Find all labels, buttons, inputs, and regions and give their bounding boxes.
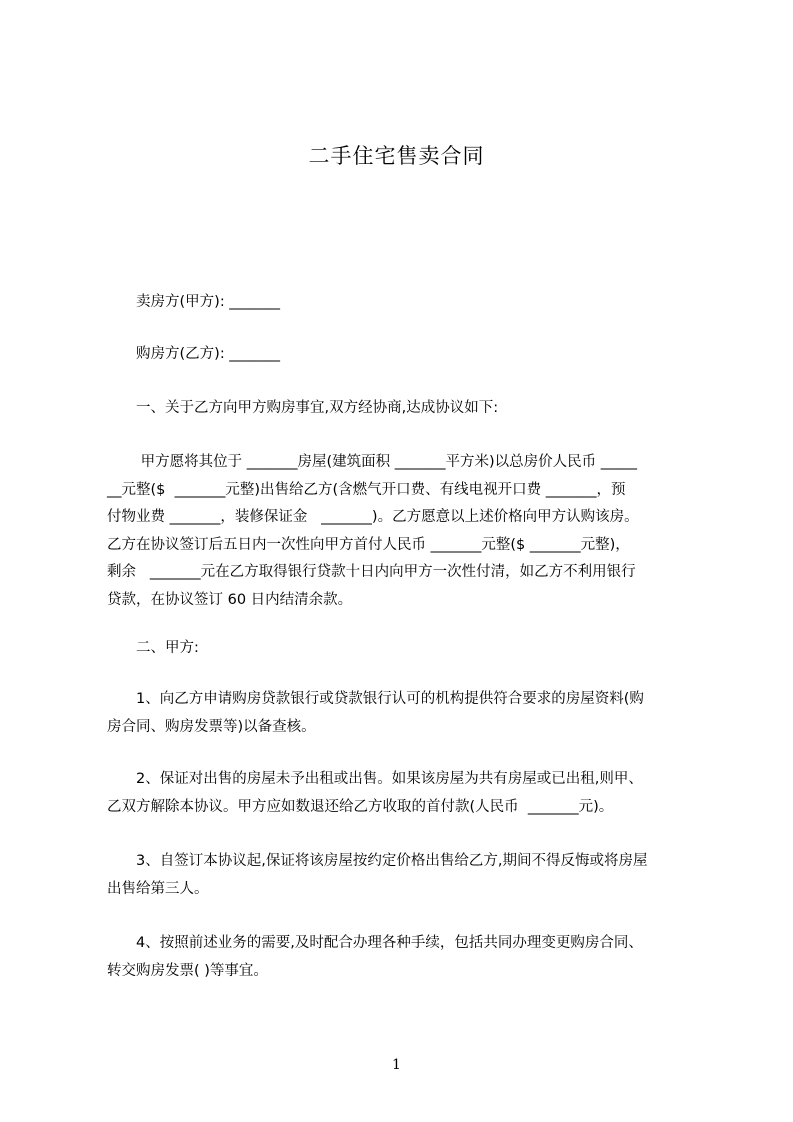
item-2-line: 2、保证对出售的房屋未予出租或出售。如果该房屋为共有房屋或已出租,则甲、 xyxy=(136,771,643,787)
item-1 xyxy=(107,686,644,741)
item-1-line: 房合同、购房发票等)以备查核。 xyxy=(107,718,316,735)
item-3 xyxy=(107,848,648,903)
item-4 xyxy=(107,930,643,985)
item-1-line: 1、向乙方申请购房贷款银行或贷款银行认可的机构提供符合要求的房屋资料(购 xyxy=(136,691,644,707)
item-4-line: 转交购房发票( )等事宜。 xyxy=(107,962,268,979)
item-2-line: 乙双方解除本协议。甲方应如数退还给乙方收取的首付款(人民币 _______元)。 xyxy=(107,798,614,815)
section1-line: 付物业费 _______，装修保证金 _______)。乙方愿意以上述价格向甲方认购该房。 xyxy=(107,509,639,525)
section1-line: __元整($ _______元整)出售给乙方(含燃气开口费、有线电视开口费 _______，预 xyxy=(107,481,626,498)
seller-line: 卖房方(甲方): _______ xyxy=(136,294,281,310)
section1-line: 乙方在协议签订后五日内一次性向甲方首付人民币 _______元整($ _______元整)， xyxy=(107,536,630,553)
buyer-line: 购房方(乙方): _______ xyxy=(136,346,281,362)
page-number: 1 xyxy=(392,1057,401,1073)
section1-line: 甲方愿将其位于 _______房屋(建筑面积 _______平方米)以总房价人民币 _____ xyxy=(136,454,637,470)
item-3-line: 出售给第三人。 xyxy=(107,880,209,897)
contract-title: 二手住宅售卖合同 xyxy=(308,144,485,168)
section1-line: 剩余 _______元在乙方取得银行贷款十日内向甲方一次性付清，如乙方不利用银行 xyxy=(107,564,636,580)
item-2 xyxy=(107,766,643,821)
section1-body xyxy=(107,449,639,614)
item-3-line: 3、自签订本协议起,保证将该房屋按约定价格出售给乙方,期间不得反悔或将房屋 xyxy=(136,853,648,869)
section1-heading: 一、关于乙方向甲方购房事宜,双方经协商,达成协议如下: xyxy=(136,400,499,416)
item-4-line: 4、按照前述业务的需要,及时配合办理各种手续，包括共同办理变更购房合同、 xyxy=(136,935,643,951)
section1-line: 贷款，在协议签订 60 日内结清余款。 xyxy=(107,591,353,608)
section2-heading: 二、甲方: xyxy=(136,640,199,656)
